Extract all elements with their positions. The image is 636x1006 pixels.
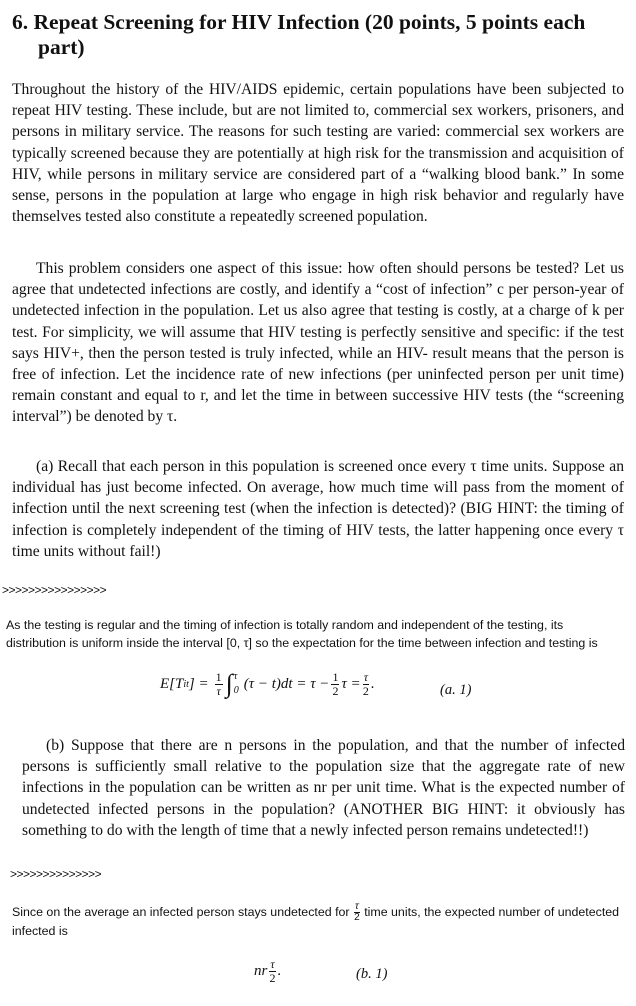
eq-a1-lhs: E[T [160,675,184,692]
answer-a-text: As the testing is regular and the timing of infection is totally random and independent of the testing, its distribution is uniform inside the interval [0, τ] so the expectation for the time between infection and testing is [6,618,598,650]
equation-a1 [160,670,375,698]
eq-a1-frac3: $\frac{\tau}{2}$ [362,669,369,698]
equation-b1 [254,958,281,985]
equation-label-a1: (a. 1) [440,682,472,698]
question-b: (b) Suppose that there are n persons in the population, and that the number of infected persons is sufficiently small relative to the population size that the aggregate rate of new infections in the population can be written as nr per unit time. What is the expected number of undetected infected persons in the population? (ANOTHER BIG HINT: it obviously has something to do with the length of time that a newly infected person remains undetected!!) [22,737,625,839]
eq-a1-mid: τ = [341,675,361,692]
section-title: 6. Repeat Screening for HIV Infection (20 points, 5 points each part) [12,10,586,59]
paragraph-problem: This problem considers one aspect of this issue: how often should persons be tested? Let us agree that undetected infections are costly, and identify a “cost of infection” c per person-year of undetected infection in the population. Let us also agree that testing is costly, at a charge of k per test. For simplicity, we will assume that HIV testing is perfectly sensitive and specific: if the test says HIV+, then the person tested is truly infected, while an HIV- result means that the person is free of infection. Let the incidence rate of new infections (per uninfected person per unit time) remain constant and equal to r, and let the time in between successive HIV tests (the “screening interval”) be denoted by τ. [12,260,624,426]
eq-a1-end: . [370,675,375,692]
answer-marker-a: >>>>>>>>>>>>>>>> [2,583,107,597]
paragraph-intro: Throughout the history of the HIV/AIDS epidemic, certain populations have been subjected to repeat HIV testing. These include, but are not limited to, commercial sex workers, prisoners, and persons in military service. The reasons for such testing are varied: commercial sex workers are typically screened because they are potentially at high risk for the transmission and acquisition of HIV, while persons in military service are considered part of a “walking blood bank.” In some sense, persons in the population at large who engage in high risk behavior and regularly have themselves tested also constitute a repeatedly screened population. [12,81,624,226]
integral-sign: ∫ [225,669,233,698]
answer-b-before: Since on the average an infected person stays undetected for [12,904,350,919]
equation-label-b1: (b. 1) [356,966,388,982]
eq-b1-frac: $\frac{\tau}{2}$ [269,957,276,985]
answer-b-text [12,902,624,941]
answer-b-after: time units, the expected number of undetected infected is [12,904,620,938]
eq-a1-integrand: (τ − t)dt = τ − [243,675,330,692]
answer-marker-b: >>>>>>>>>>>>>> [10,867,102,881]
eq-a1-frac1: $\frac{1}{\tau}$ [215,669,222,698]
eq-b1-lhs: nr [254,963,268,979]
eq-b1-end: . [277,963,282,979]
integral-limits: τ 0 [233,671,239,696]
eq-a1-sub: it [183,678,189,690]
question-a: (a) Recall that each person in this population is screened once every τ time units. Suppose an individual has just become infected. On average, how much time will pass from the moment of infection until the next screening test (when the infection is detected)? (BIG HINT: the timing of infection is completely independent of the timing of HIV tests, the latter happening once every τ time units without fail!) [12,458,624,560]
inline-fraction: $\frac{\tau}{2}$ [354,901,360,923]
eq-a1-frac2: $\frac{1}{2}$ [332,669,339,698]
eq-a1-lhs-close: ] = [188,675,209,692]
